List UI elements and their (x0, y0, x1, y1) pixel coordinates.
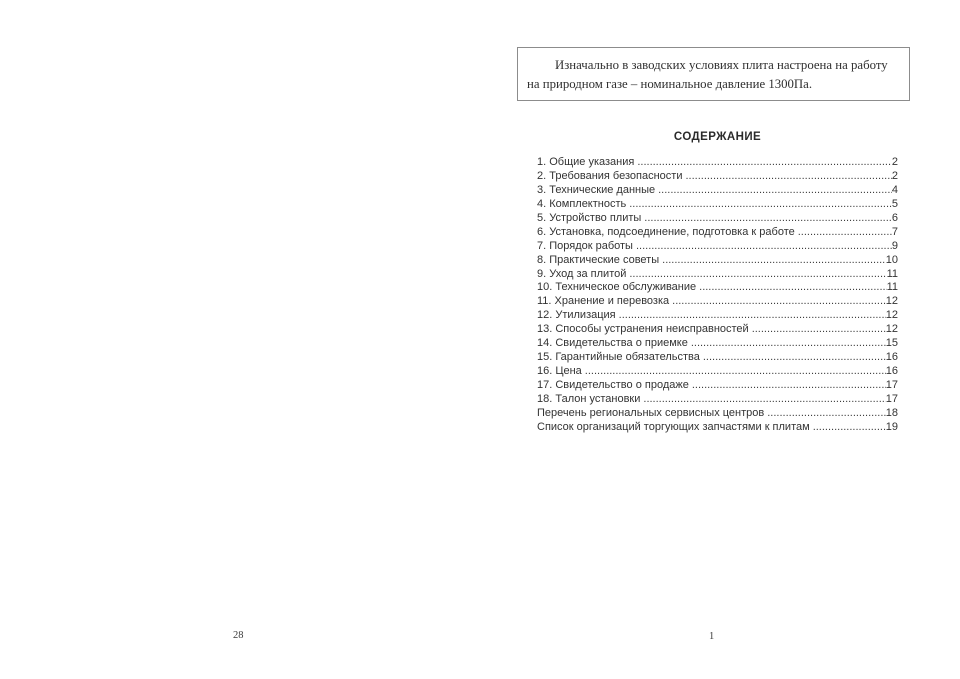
toc-entry-label: 9. Уход за плитой (537, 267, 627, 280)
toc-leader-dots (813, 421, 886, 433)
toc-entry (537, 268, 898, 282)
toc-entry-label: 12. Утилизация (537, 309, 616, 322)
toc-entry-label: 2. Требования безопасности (537, 169, 683, 182)
table-of-contents (537, 131, 898, 435)
toc-entry-label: Перечень региональных сервисных центров (537, 406, 765, 419)
toc-entry (537, 184, 898, 198)
toc-entry-page: 16 (885, 351, 898, 364)
toc-entry-label: 18. Талон установки (537, 392, 641, 405)
toc-entry-label: 5. Устройство плиты (537, 211, 642, 224)
toc-leader-dots (692, 379, 886, 391)
toc-leader-dots (672, 295, 886, 307)
toc-entry-page: 18 (885, 406, 898, 419)
toc-entry-page: 6 (891, 211, 898, 224)
toc-leader-dots (691, 337, 886, 349)
toc-leader-dots (658, 184, 892, 196)
factory-setting-notice-box (517, 47, 910, 101)
toc-leader-dots (662, 254, 886, 266)
toc-entry-label: 15. Гарантийные обязательства (537, 351, 700, 364)
toc-entry-label: 17. Свидетельство о продаже (537, 379, 689, 391)
toc-entry-page: 11 (886, 281, 898, 294)
toc-entry (537, 198, 898, 212)
toc-entry (537, 421, 898, 435)
notice-line-1: Изначально в заводских условиях плита настроена на работу (555, 58, 888, 72)
toc-leader-dots (685, 170, 891, 182)
toc-leader-dots (619, 309, 886, 321)
toc-entry (537, 170, 898, 184)
toc-entry (537, 365, 898, 379)
toc-entry-label: 4. Комплектность (537, 197, 627, 210)
toc-entry (537, 240, 898, 254)
toc-entry-label: 8. Практические советы (537, 253, 660, 266)
toc-entry-page: 12 (885, 309, 898, 322)
toc-entry-page: 16 (885, 365, 898, 378)
toc-leader-dots (699, 281, 886, 293)
toc-entry (537, 393, 898, 407)
notice-line-2: на природном газе – номинальное давление 1300Па. (527, 77, 813, 91)
toc-leader-dots (752, 323, 886, 335)
toc-leader-dots (767, 407, 886, 419)
toc-entry-page: 2 (891, 156, 898, 168)
toc-entry-label: 10. Техническое обслуживание (537, 281, 697, 294)
toc-entry-page: 2 (891, 169, 898, 182)
toc-entry (537, 309, 898, 323)
toc-leader-dots (798, 226, 892, 238)
toc-entry-page: 4 (891, 183, 898, 196)
toc-entry-page: 19 (885, 420, 898, 433)
toc-entry (537, 337, 898, 351)
toc-entry-page: 17 (885, 379, 898, 391)
toc-entry (537, 226, 898, 240)
toc-entry-label: 1. Общие указания (537, 156, 635, 168)
toc-entry-page: 7 (891, 225, 898, 238)
toc-entry-label: 7. Порядок работы (537, 239, 633, 252)
toc-entry-page: 5 (891, 197, 898, 210)
toc-entry (537, 254, 898, 268)
left-page-number: 28 (233, 630, 244, 641)
toc-entry-page: 12 (885, 323, 898, 336)
toc-entry-page: 12 (885, 295, 898, 308)
toc-entry (537, 281, 898, 295)
toc-leader-dots (585, 365, 886, 377)
toc-leader-dots (629, 268, 886, 280)
toc-heading: СОДЕРЖАНИЕ (673, 131, 762, 143)
toc-entry (537, 156, 898, 170)
toc-entry-label: 14. Свидетельства о приемке (537, 337, 688, 350)
toc-leader-dots (643, 393, 885, 405)
toc-leader-dots (629, 198, 892, 210)
right-page-number: 1 (709, 631, 715, 642)
toc-entry-label: 11. Хранение и перевозка (537, 295, 670, 308)
toc-entry-label: 6. Установка, подсоединение, подготовка к работе (537, 225, 795, 238)
toc-leader-dots (703, 351, 886, 363)
toc-entry (537, 351, 898, 365)
toc-leader-dots (644, 212, 892, 224)
toc-entry (537, 323, 898, 337)
factory-setting-notice-text (518, 48, 909, 94)
toc-leader-dots (637, 156, 892, 168)
toc-entry (537, 379, 898, 393)
toc-entry-label: 13. Способы устранения неисправностей (537, 323, 749, 336)
toc-entry (537, 407, 898, 421)
toc-entry-label: 3. Технические данные (537, 183, 656, 196)
toc-entry-label: 16. Цена (537, 365, 582, 378)
toc-list (537, 156, 898, 435)
toc-entry-page: 10 (885, 253, 898, 266)
toc-entry-page: 11 (886, 267, 898, 280)
toc-entry-page: 17 (885, 392, 898, 405)
toc-entry (537, 295, 898, 309)
toc-entry (537, 212, 898, 226)
toc-leader-dots (636, 240, 892, 252)
toc-entry-label: Список организаций торгующих запчастями к плитам (537, 420, 810, 433)
toc-entry-page: 9 (891, 239, 898, 252)
toc-entry-page: 15 (885, 337, 898, 350)
